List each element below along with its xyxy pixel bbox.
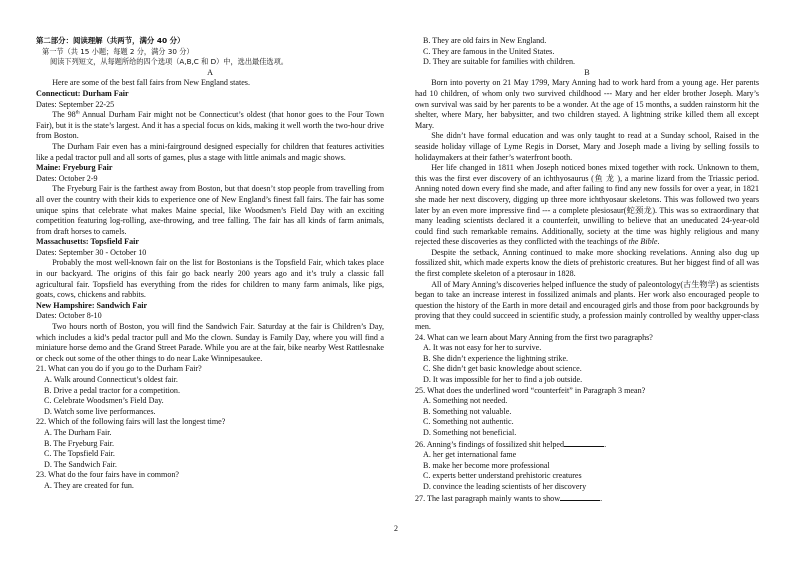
passage-b-letter: B: [584, 67, 590, 77]
fair-dates: Dates: October 2-9: [36, 173, 98, 183]
question-21: 21. What can you do if you go to the Durham Fair?: [36, 364, 202, 374]
answer-blank[interactable]: [560, 493, 600, 501]
option: A. They are created for fun.: [44, 480, 134, 490]
fair-dates: Dates: October 8-10: [36, 311, 102, 321]
left-column: [36, 36, 384, 492]
option: B. Drive a pedal tractor for a competition.: [44, 385, 180, 395]
option: B. Something not valuable.: [423, 406, 512, 416]
passage-b-paragraph: Born into poverty on 21 May 1799, Mary Anning had to work hard from a young age. Her parents had 10 children, of whom only two survived childhood --- Mary and her elder brother Joseph. Mary’s own survival was said by her parents to be a wonder. At the age of 15 months, a sudden rainstorm hit the shelter, where Mary, her babysitter, and two children stayed. A lightning strike killed them all except Mary.: [415, 78, 759, 130]
fair-heading: Connecticut: Durham Fair: [36, 88, 129, 98]
instruction: 阅读下列短文，从每题所给的四个选项（A,B,C 和 D）中，选出最佳选项。: [50, 57, 288, 67]
option: A. The Durham Fair.: [44, 427, 112, 437]
passage-b-paragraph: She didn’t have formal education and was only taught to read at a Sunday school, Raised in the seaside holiday village of Lyme Regis in Dorset, Mary and Joseph made a living by selling fossils to holidaymakers at their father’s waterfront booth.: [415, 131, 759, 162]
option: A. It was not easy for her to survive.: [423, 343, 542, 353]
option: D. They are suitable for families with children.: [423, 57, 576, 67]
option: C. experts better understand prehistoric creatures: [423, 471, 582, 481]
question-22: 22. Which of the following fairs will last the longest time?: [36, 417, 226, 427]
page-number: 2: [394, 524, 398, 533]
question-27: 27. The last paragraph mainly wants to show .: [415, 493, 603, 503]
passage-a-intro: Here are some of the best fall fairs from New England states.: [52, 78, 250, 88]
passage-b-paragraph: Despite the setback, Anning continued to make more shocking revelations. Anning also dug up fossilized shit, which made experts know the diets of prehistoric creatures. But her biggest find of all was the first complete skeleton of a pterosaur in 1828.: [415, 247, 759, 279]
fair-dates: Dates: September 22-25: [36, 99, 115, 109]
question-25: 25. What does the underlined word “counterfeit” in Paragraph 3 mean?: [415, 385, 646, 395]
option: C. The Topsfield Fair.: [44, 449, 115, 459]
passage-b-paragraph: All of Mary Anning’s discoveries helped influence the study of paleontology(古生物学) as scientists began to take an increase interest in fossilized animals and plants. Her work also encouraged people to question the history of the Earth in more detail and encouraged girls and those from poor backgrounds by proving that they could succeed in scientific study, a profession mainly controlled by wealthy upper-class men.: [415, 279, 759, 332]
option: A. Walk around Connecticut’s oldest fair.: [44, 375, 178, 384]
fair-heading: New Hampshire: Sandwich Fair: [36, 300, 148, 310]
right-column: [415, 36, 759, 504]
fair-paragraph: The Fryeburg Fair is the farthest away from Boston, but that doesn’t stop people from travelling from all over the country with their kids to experience one of New England’s finest fall fairs. The fair has some unique spins that celebrate what makes Maine special, like Woodsmen’s Field Day with an exciting competition featuring log-rolling, axe-throwing, and tree falling. The fair has all kinds of farm animals, from draft horses to camels.: [36, 184, 384, 236]
part-heading: 第二部分：阅读理解（共两节，满分 40 分）: [36, 36, 185, 45]
option: B. They are old fairs in New England.: [423, 36, 547, 45]
fair-paragraph: The Durham Fair even has a mini-fairground designed especially for children that features activities like a pedal tractor pull and all sorts of games, plus a stage with little animals and magic shows.: [36, 141, 384, 162]
fair-dates: Dates: September 30 - October 10: [36, 247, 147, 257]
option: B. The Fryeburg Fair.: [44, 438, 115, 448]
option: D. convince the leading scientists of her discovery: [423, 481, 587, 491]
option: B. She didn’t experience the lightning strike.: [423, 353, 569, 363]
option: D. Watch some live performances.: [44, 406, 156, 416]
option: A. Something not needed.: [423, 396, 508, 406]
question-26: 26. Anning’s findings of fossilized shit helped .: [415, 439, 607, 449]
fair-heading: Massachusetts: Topsfield Fair: [36, 237, 139, 247]
option: D. It was impossible for her to find a job outside.: [423, 375, 583, 384]
fair-paragraph: The 98th Annual Durham Fair might not be Connecticut’s oldest (that honor goes to the Four Town Fair), but it is the state’s largest. And it has a special focus on kids, making it well worth the two-hour drive from Boston.: [36, 110, 384, 141]
option: D. The Sandwich Fair.: [44, 459, 117, 469]
passage-a-letter: A: [207, 67, 213, 77]
fair-paragraph: Probably the most well-known fair on the list for Bostonians is the Topsfield Fair, which takes place in our backyard. The origins of this fair go back nearly 200 years ago and it’s truly a classic fall agricultural fair. Topsfield has everything from the rides for children to many farm animals, like pigs, goats, cows, chickens and rabbits.: [36, 258, 384, 300]
fair-heading: Maine: Fryeburg Fair: [36, 163, 113, 173]
option: B. make her become more professional: [423, 460, 550, 470]
section-heading: 第一节（共 15 小题；每题 2 分，满分 30 分）: [42, 46, 194, 56]
passage-b-paragraph: Her life changed in 1811 when Joseph noticed bones mixed together with rock. Unknown to them, this was the first ever discovery of an ichthyosaurus (鱼 龙 ), a marine lizard from the Triassic period. Anning noted down every find she made, and after failing to find any new fossils for over a year, in 1821 she made her next discovery, digging up three more ichthyosaur skeletons. This was followed two years later by an even more impressive find --- a complete plesiosaur(蛇颈龙). This was so extraordinary that many leading scientists declared it a counterfeit, unwilling to believe that an uneducated 24-year-old could find such remarkable remains. Additionally, society at the time was highly religious and many rejected these discoveries as they conflicted with the teachings of the Bible.: [415, 163, 759, 247]
option: C. They are famous in the United States.: [423, 46, 555, 56]
option: A. her get international fame: [423, 450, 517, 460]
option: C. Celebrate Woodsmen’s Field Day.: [44, 396, 164, 406]
fair-paragraph: Two hours north of Boston, you will find the Sandwich Fair. Saturday at the fair is Children’s Day, which includes a kid’s pedal tractor pull and Mo the clown. Sunday is Family Day, where you will find a miniature horse demo and the Grand Street Parade. While you are at the fair, bike nearby West Rattlesnake or check out some of the other things to do near Lake Winnipesaukee.: [36, 322, 384, 363]
option: C. She didn’t get basic knowledge about science.: [423, 364, 582, 374]
question-24: 24. What can we learn about Mary Anning from the first two paragraphs?: [415, 332, 653, 342]
option: D. Something not beneficial.: [423, 427, 517, 437]
option: C. Something not authentic.: [423, 417, 514, 427]
answer-blank[interactable]: [564, 439, 604, 447]
question-23: 23. What do the four fairs have in common?: [36, 470, 180, 480]
